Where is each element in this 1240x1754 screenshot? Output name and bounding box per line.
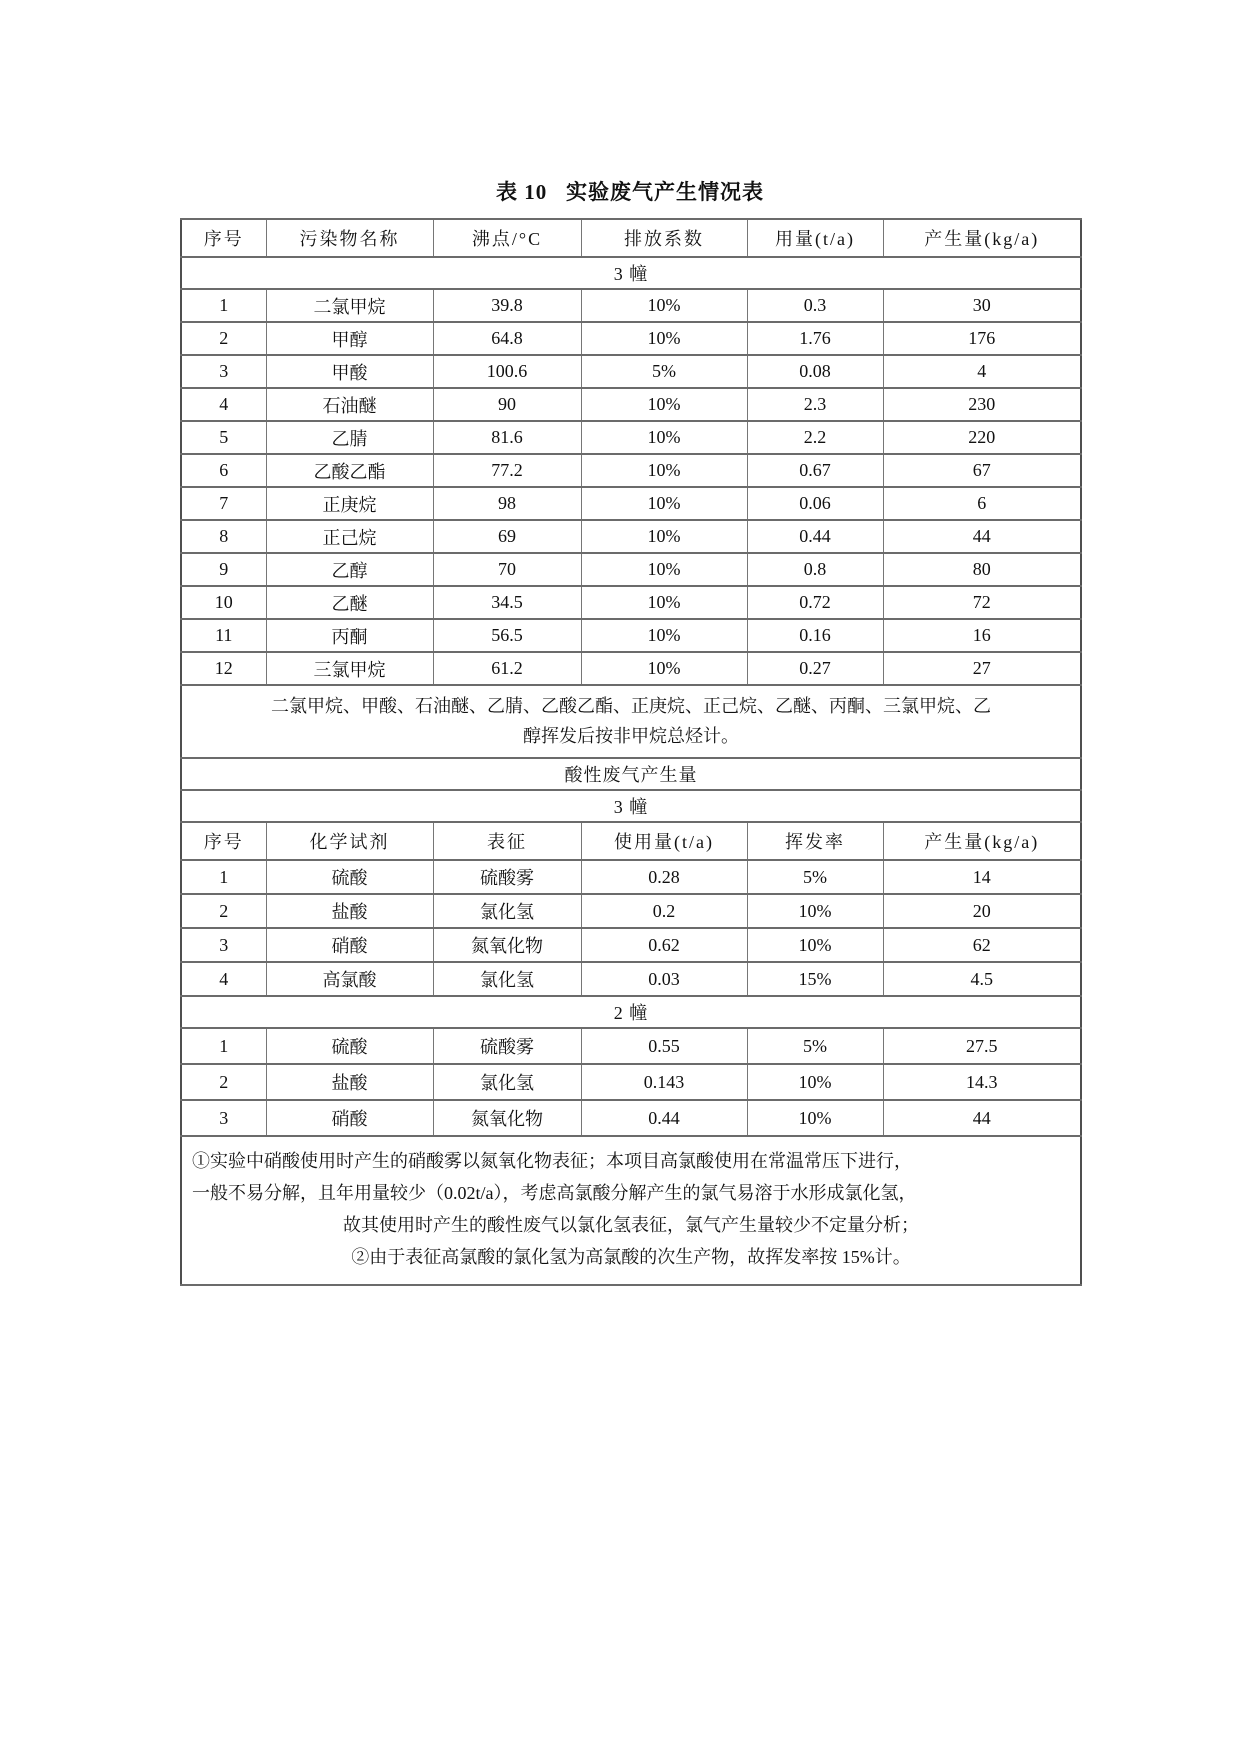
table-cell: 14 [883, 860, 1081, 894]
table-row [181, 355, 1081, 388]
table-cell: 乙腈 [266, 421, 433, 454]
table-cell: 4 [883, 355, 1081, 388]
table-cell: 丙酮 [266, 619, 433, 652]
table-cell: 0.16 [747, 619, 883, 652]
section-label: 3 幢 [181, 257, 1081, 289]
table-cell: 2 [181, 894, 266, 928]
table-cell: 72 [883, 586, 1081, 619]
table-row [181, 652, 1081, 685]
table-cell: 硫酸 [266, 1028, 433, 1064]
table-cell: 56.5 [433, 619, 581, 652]
table-cell: 220 [883, 421, 1081, 454]
footnote-row [181, 1136, 1081, 1284]
table-cell: 0.2 [581, 894, 747, 928]
table-cell: 2.2 [747, 421, 883, 454]
table-cell: 20 [883, 894, 1081, 928]
solvent-rows [181, 289, 1081, 685]
acid-building2-rows [181, 1028, 1081, 1136]
table-row [181, 1064, 1081, 1100]
table-cell: 176 [883, 322, 1081, 355]
header-cell: 化学试剂 [266, 822, 433, 860]
table-cell: 39.8 [433, 289, 581, 322]
table-cell: 1 [181, 860, 266, 894]
table-cell: 5 [181, 421, 266, 454]
footnote-line: ②由于表征高氯酸的氯化氢为高氯酸的次生产物，故挥发率按 15%计。 [351, 1247, 911, 1268]
table-cell: 10% [581, 388, 747, 421]
table-cell: 2.3 [747, 388, 883, 421]
section-label: 酸性废气产生量 [181, 758, 1081, 790]
table-cell: 34.5 [433, 586, 581, 619]
table-cell: 5% [747, 1028, 883, 1064]
table-cell: 11 [181, 619, 266, 652]
table-cell: 10% [581, 520, 747, 553]
table-cell: 81.6 [433, 421, 581, 454]
table-cell: 硝酸 [266, 1100, 433, 1136]
header-cell: 用量(t/a) [747, 219, 883, 257]
table-cell: 3 [181, 355, 266, 388]
note-line: 醇挥发后按非甲烷总烃计。 [523, 725, 739, 746]
table-cell: 0.44 [747, 520, 883, 553]
table-cell: 氯化氢 [433, 962, 581, 996]
table-cell: 10% [581, 322, 747, 355]
section-label: 3 幢 [181, 790, 1081, 822]
table-cell: 16 [883, 619, 1081, 652]
table-row [181, 322, 1081, 355]
table-cell: 0.08 [747, 355, 883, 388]
table-cell: 15% [747, 962, 883, 996]
table-row [181, 586, 1081, 619]
acid-section-title-row [181, 758, 1081, 790]
table-row [181, 928, 1081, 962]
table-cell: 67 [883, 454, 1081, 487]
table-cell: 6 [883, 487, 1081, 520]
table-cell: 1.76 [747, 322, 883, 355]
table-cell: 甲醇 [266, 322, 433, 355]
table-cell: 石油醚 [266, 388, 433, 421]
table-cell: 10% [747, 928, 883, 962]
table-cell: 2 [181, 322, 266, 355]
acid-building3-rows [181, 860, 1081, 996]
table-cell: 77.2 [433, 454, 581, 487]
table-cell: 10% [581, 652, 747, 685]
table-row [181, 619, 1081, 652]
header-cell: 产生量(kg/a) [883, 219, 1081, 257]
table-cell: 70 [433, 553, 581, 586]
table-cell: 90 [433, 388, 581, 421]
acid-header-row [181, 822, 1081, 860]
footnote-line: 故其使用时产生的酸性废气以氯化氢表征，氯气产生量较少不定量分析； [343, 1215, 919, 1236]
table-cell: 0.03 [581, 962, 747, 996]
table-cell: 5% [747, 860, 883, 894]
header-cell: 挥发率 [747, 822, 883, 860]
table-cell: 230 [883, 388, 1081, 421]
table-cell: 10% [581, 454, 747, 487]
table-cell: 2 [181, 1064, 266, 1100]
section-row-building3 [181, 257, 1081, 289]
table-cell: 44 [883, 1100, 1081, 1136]
table-row [181, 1100, 1081, 1136]
solvent-note-row [181, 685, 1081, 758]
table-cell: 0.62 [581, 928, 747, 962]
table-cell: 乙醇 [266, 553, 433, 586]
table-row [181, 520, 1081, 553]
table-cell: 硫酸 [266, 860, 433, 894]
table-cell: 10% [747, 894, 883, 928]
table-cell: 乙酸乙酯 [266, 454, 433, 487]
table-cell: 乙醚 [266, 586, 433, 619]
table-cell: 44 [883, 520, 1081, 553]
table-row [181, 388, 1081, 421]
table-cell: 氯化氢 [433, 894, 581, 928]
table-cell: 10% [747, 1100, 883, 1136]
table-cell: 62 [883, 928, 1081, 962]
table-cell: 0.06 [747, 487, 883, 520]
table-cell: 9 [181, 553, 266, 586]
table-cell: 4.5 [883, 962, 1081, 996]
table-cell: 10% [581, 586, 747, 619]
footnote-line: 一般不易分解，且年用量较少（0.02t/a），考虑高氯酸分解产生的氯气易溶于水形成氯化氢， [192, 1183, 917, 1204]
header-cell: 序号 [181, 219, 266, 257]
header-cell: 表征 [433, 822, 581, 860]
header-cell: 污染物名称 [266, 219, 433, 257]
table-row [181, 454, 1081, 487]
table-cell: 98 [433, 487, 581, 520]
table-cell: 61.2 [433, 652, 581, 685]
table-cell: 0.3 [747, 289, 883, 322]
table-cell: 8 [181, 520, 266, 553]
table-cell: 30 [883, 289, 1081, 322]
table-row [181, 894, 1081, 928]
table-cell: 0.72 [747, 586, 883, 619]
table-cell: 27.5 [883, 1028, 1081, 1064]
table-cell: 80 [883, 553, 1081, 586]
table-cell: 27 [883, 652, 1081, 685]
table-cell: 1 [181, 289, 266, 322]
table-cell: 0.55 [581, 1028, 747, 1064]
table-row [181, 1028, 1081, 1064]
section-label: 2 幢 [181, 996, 1081, 1028]
table-cell: 0.67 [747, 454, 883, 487]
table-cell: 盐酸 [266, 894, 433, 928]
table-cell: 盐酸 [266, 1064, 433, 1100]
table-cell: 0.8 [747, 553, 883, 586]
header-cell: 沸点/°C [433, 219, 581, 257]
table-cell: 正庚烷 [266, 487, 433, 520]
table-row [181, 962, 1081, 996]
table-cell: 正己烷 [266, 520, 433, 553]
section-row-acid-building3 [181, 790, 1081, 822]
footnote-line: ①实验中硝酸使用时产生的硝酸雾以氮氧化物表征；本项目高氯酸使用在常温常压下进行， [192, 1151, 912, 1172]
footnote-cell [181, 1136, 1081, 1284]
table-cell: 10% [747, 1064, 883, 1100]
section-row-acid-building2 [181, 996, 1081, 1028]
table-row [181, 289, 1081, 322]
table-row [181, 421, 1081, 454]
header-cell: 序号 [181, 822, 266, 860]
table-cell: 4 [181, 962, 266, 996]
note-cell [181, 685, 1081, 758]
table-cell: 10% [581, 553, 747, 586]
table-cell: 64.8 [433, 322, 581, 355]
table-cell: 10% [581, 619, 747, 652]
table-cell: 硫酸雾 [433, 1028, 581, 1064]
table-cell: 5% [581, 355, 747, 388]
table-cell: 10% [581, 421, 747, 454]
table-cell: 69 [433, 520, 581, 553]
table-cell: 二氯甲烷 [266, 289, 433, 322]
table-cell: 7 [181, 487, 266, 520]
note-line: 二氯甲烷、甲酸、石油醚、乙腈、乙酸乙酯、正庚烷、正己烷、乙醚、丙酮、三氯甲烷、乙 [271, 696, 991, 716]
table-cell: 3 [181, 928, 266, 962]
waste-gas-table [180, 218, 1082, 1286]
table-cell: 1 [181, 1028, 266, 1064]
solvent-header-row [181, 219, 1081, 257]
table-cell: 硝酸 [266, 928, 433, 962]
header-cell: 产生量(kg/a) [883, 822, 1081, 860]
table-cell: 0.143 [581, 1064, 747, 1100]
table-cell: 12 [181, 652, 266, 685]
table-cell: 100.6 [433, 355, 581, 388]
table-cell: 3 [181, 1100, 266, 1136]
table-row [181, 553, 1081, 586]
table-cell: 三氯甲烷 [266, 652, 433, 685]
table-cell: 10% [581, 289, 747, 322]
table-cell: 氮氧化物 [433, 1100, 581, 1136]
table-cell: 硫酸雾 [433, 860, 581, 894]
table-row [181, 860, 1081, 894]
table-cell: 0.44 [581, 1100, 747, 1136]
table-cell: 10 [181, 586, 266, 619]
table-cell: 氯化氢 [433, 1064, 581, 1100]
table-cell: 氮氧化物 [433, 928, 581, 962]
table-cell: 0.27 [747, 652, 883, 685]
table-cell: 0.28 [581, 860, 747, 894]
header-cell: 使用量(t/a) [581, 822, 747, 860]
table-cell: 甲酸 [266, 355, 433, 388]
table-cell: 6 [181, 454, 266, 487]
page-title: 表 10 实验废气产生情况表 [496, 180, 764, 204]
table-cell: 10% [581, 487, 747, 520]
table-cell: 14.3 [883, 1064, 1081, 1100]
table-cell: 高氯酸 [266, 962, 433, 996]
table-row [181, 487, 1081, 520]
table-cell: 4 [181, 388, 266, 421]
header-cell: 排放系数 [581, 219, 747, 257]
